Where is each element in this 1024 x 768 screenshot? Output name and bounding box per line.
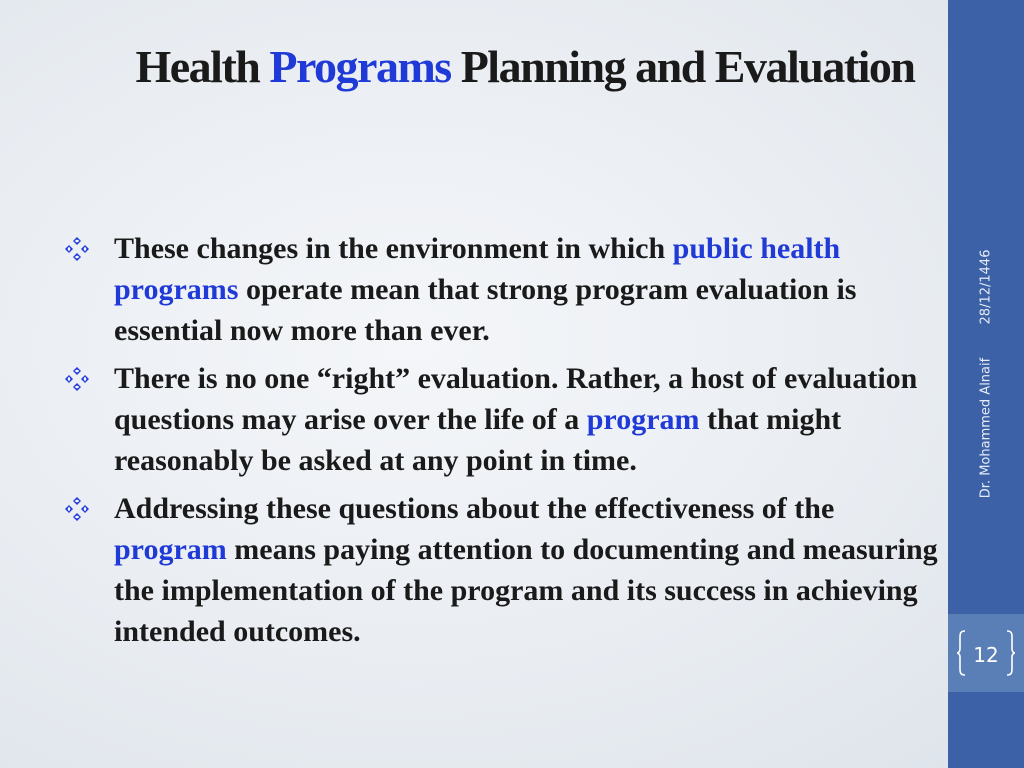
title-part-health: Health <box>135 41 260 92</box>
four-diamond-bullet-icon <box>64 496 90 522</box>
title-part-programs: Programs <box>269 41 451 92</box>
bullet-2-text-b: that might reasonably be asked at any point in time. <box>114 403 842 477</box>
bullet-text-3 <box>114 488 945 652</box>
bullet-item-2 <box>60 358 945 481</box>
bullet-1-text-b: operate mean that strong program evaluation is essential now more than ever. <box>114 273 857 347</box>
four-diamond-bullet-icon <box>64 366 90 392</box>
bullet-1-highlight: public health programs <box>114 232 841 306</box>
bullet-1-text-a: These changes in the environment in which <box>114 232 673 265</box>
bullet-item-1 <box>60 228 945 351</box>
bullet-3-text-a: Addressing these questions about the effectiveness of the <box>114 492 835 525</box>
slide-title <box>120 38 930 96</box>
bullet-list <box>60 228 945 659</box>
four-diamond-bullet-icon <box>64 236 90 262</box>
bullet-3-highlight: program <box>114 533 227 566</box>
title-part-planning: Planning and Evaluation <box>460 41 915 92</box>
sidebar-date: 28/12/1446 <box>978 249 994 325</box>
bullet-text-2 <box>114 358 945 481</box>
bullet-2-highlight: program <box>586 403 700 436</box>
page-number-box <box>948 614 1024 692</box>
sidebar-author: Dr. Mohammed Alnaif <box>978 357 994 499</box>
bullet-2-text-a: There is no one “right” evaluation. Rather, a host of evaluation questions may arise over the life of a <box>114 362 918 436</box>
page-number: 12 <box>973 643 999 667</box>
bullet-text-1 <box>114 228 945 351</box>
bullet-3-text-b: means paying attention to documenting and measuring the implementation of the program and its success in achieving intended outcomes. <box>114 533 938 648</box>
bullet-item-3 <box>60 488 945 652</box>
